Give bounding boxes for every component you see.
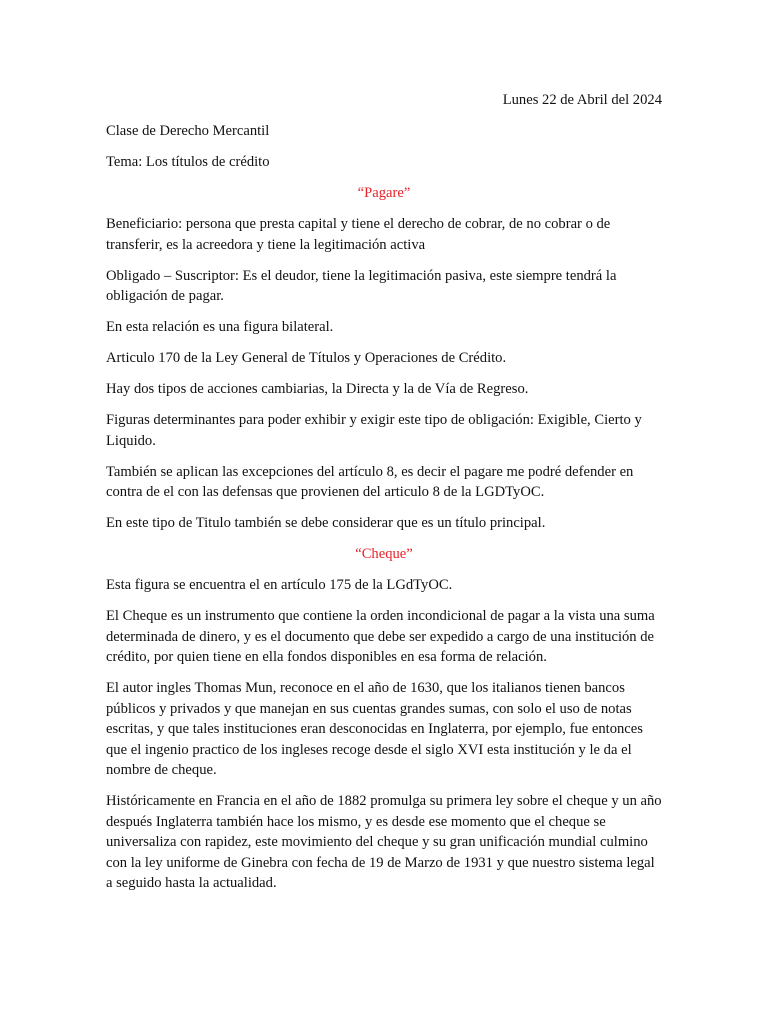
paragraph: Obligado – Suscriptor: Es el deudor, tiene la legitimación pasiva, este siempre tendrá la obligación de pagar. — [106, 267, 617, 304]
paragraph: También se aplican las excepciones del artículo 8, es decir el pagare me podré defender en contra de el con las defensas que provienen del articulo 8 de la LGDTyOC. — [106, 463, 634, 500]
class-title: Clase de Derecho Mercantil — [106, 123, 270, 139]
document-date: Lunes 22 de Abril del 2024 — [502, 92, 662, 108]
paragraph: Históricamente en Francia en el año de 1882 promulga su primera ley sobre el cheque y un año después Inglaterra también hace los mismo, y es desde ese momento que el cheque se universaliza con rapidez, este movimiento del cheque y su gran unificación mundial culmino con la ley uniforme de Ginebra con fecha de 19 de Marzo de 1931 y que nuestro sistema legal a seguido hasta la actualidad. — [106, 793, 662, 891]
paragraph: Figuras determinantes para poder exhibir y exigir este tipo de obligación: Exigible, Cierto y Liquido. — [106, 412, 642, 449]
paragraph: El autor ingles Thomas Mun, reconoce en el año de 1630, que los italianos tienen bancos públicos y privados y que manejan en sus cuentas grandes sumas, con solo el uso de notas escritas, y que tales instituciones eran desconocidas en Inglaterra, por ejemplo, fue entonces que el ingenio practico de los ingleses recoge desde el siglo XVI esta institución y le da el nombre de cheque. — [106, 680, 643, 778]
paragraph: Hay dos tipos de acciones cambiarias, la Directa y la de Vía de Regreso. — [106, 381, 529, 397]
section-heading-pagare: “Pagare” — [357, 185, 411, 201]
topic-line: Tema: Los títulos de crédito — [106, 154, 270, 170]
section-heading-cheque: “Cheque” — [355, 546, 413, 562]
paragraph: En este tipo de Titulo también se debe considerar que es un título principal. — [106, 515, 546, 531]
document-page — [106, 90, 662, 904]
paragraph: Esta figura se encuentra el en artículo 175 de la LGdTyOC. — [106, 577, 453, 593]
paragraph: Articulo 170 de la Ley General de Títulos y Operaciones de Crédito. — [106, 350, 507, 366]
paragraph: El Cheque es un instrumento que contiene la orden incondicional de pagar a la vista una suma determinada de dinero, y es el documento que debe ser expedido a cargo de una institución de crédito, por quien tiene en ella fondos disponibles en esa forma de relación. — [106, 608, 655, 665]
paragraph: Beneficiario: persona que presta capital y tiene el derecho de cobrar, de no cobrar o de transferir, es la acreedora y tiene la legitimación activa — [106, 216, 611, 253]
paragraph: En esta relación es una figura bilateral. — [106, 319, 334, 335]
